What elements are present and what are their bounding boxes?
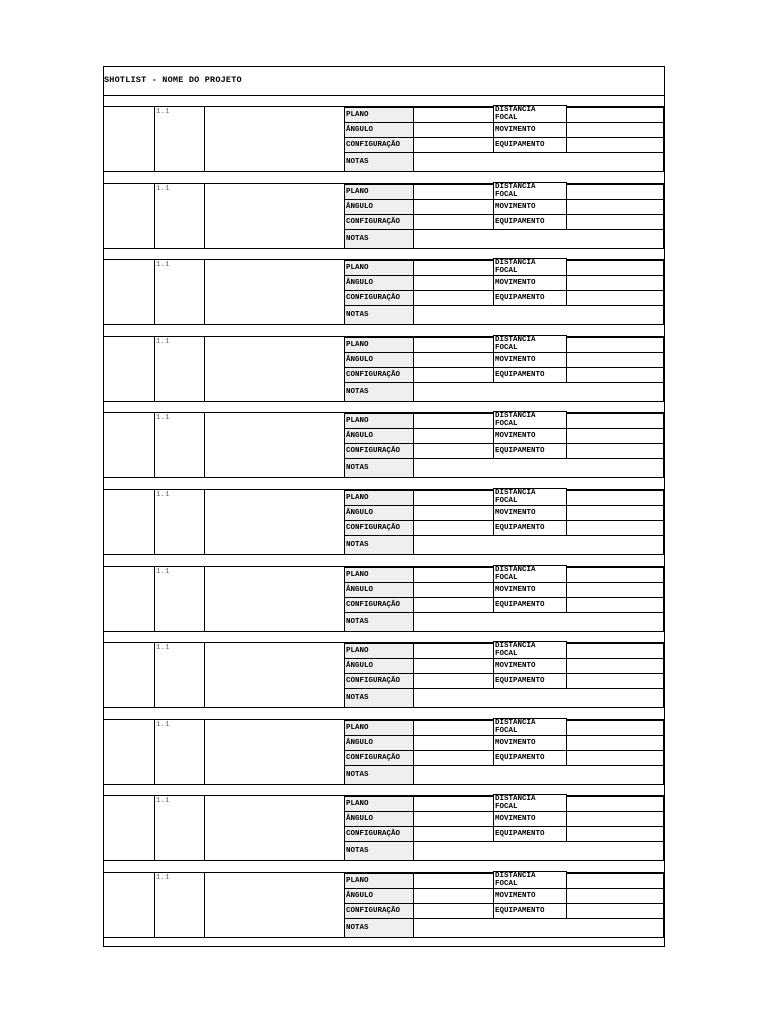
label-angulo: ÂNGULO: [344, 122, 414, 138]
notas-field[interactable]: [413, 382, 664, 402]
angulo-field[interactable]: [413, 888, 494, 904]
shot-block: [104, 795, 664, 861]
column-divider: [154, 260, 155, 324]
label-movimento: MOVIMENTO: [493, 735, 567, 751]
label-notas: NOTAS: [344, 152, 414, 172]
label-notas: NOTAS: [344, 229, 414, 249]
equipamento-field[interactable]: [566, 443, 664, 459]
movimento-field[interactable]: [566, 582, 664, 598]
shot-number: 1.1: [156, 567, 170, 576]
label-plano: PLANO: [344, 873, 414, 889]
column-divider: [204, 873, 205, 937]
label-notas: NOTAS: [344, 382, 414, 402]
label-equipamento: EQUIPAMENTO: [493, 520, 567, 536]
shotlist-sheet: [103, 66, 665, 947]
distancia-focal-field[interactable]: [566, 107, 664, 123]
label-distancia-focal: DISTÂNCIA FOCAL: [493, 794, 567, 812]
label-distancia-focal: DISTÂNCIA FOCAL: [493, 105, 567, 123]
distancia-focal-field[interactable]: [566, 643, 664, 659]
label-distancia-focal: DISTÂNCIA FOCAL: [493, 258, 567, 276]
angulo-field[interactable]: [413, 658, 494, 674]
label-movimento: MOVIMENTO: [493, 428, 567, 444]
distancia-focal-field[interactable]: [566, 567, 664, 583]
shot-block: [104, 719, 664, 785]
label-movimento: MOVIMENTO: [493, 352, 567, 368]
configuracao-field[interactable]: [413, 443, 494, 459]
label-angulo: ÂNGULO: [344, 352, 414, 368]
angulo-field[interactable]: [413, 582, 494, 598]
movimento-field[interactable]: [566, 122, 664, 138]
label-notas: NOTAS: [344, 535, 414, 555]
equipamento-field[interactable]: [566, 673, 664, 689]
label-configuracao: CONFIGURAÇÃO: [344, 673, 414, 689]
label-equipamento: EQUIPAMENTO: [493, 750, 567, 766]
label-equipamento: EQUIPAMENTO: [493, 443, 567, 459]
label-notas: NOTAS: [344, 612, 414, 632]
label-equipamento: EQUIPAMENTO: [493, 137, 567, 153]
movimento-field[interactable]: [566, 811, 664, 827]
movimento-field[interactable]: [566, 505, 664, 521]
label-movimento: MOVIMENTO: [493, 582, 567, 598]
movimento-field[interactable]: [566, 888, 664, 904]
configuracao-field[interactable]: [413, 214, 494, 230]
distancia-focal-field[interactable]: [566, 260, 664, 276]
label-configuracao: CONFIGURAÇÃO: [344, 137, 414, 153]
notas-field[interactable]: [413, 688, 664, 708]
label-equipamento: EQUIPAMENTO: [493, 826, 567, 842]
column-divider: [154, 643, 155, 707]
configuracao-field[interactable]: [413, 597, 494, 613]
notas-field[interactable]: [413, 918, 664, 938]
label-angulo: ÂNGULO: [344, 658, 414, 674]
distancia-focal-field[interactable]: [566, 720, 664, 736]
label-plano: PLANO: [344, 260, 414, 276]
label-movimento: MOVIMENTO: [493, 505, 567, 521]
label-equipamento: EQUIPAMENTO: [493, 597, 567, 613]
label-configuracao: CONFIGURAÇÃO: [344, 903, 414, 919]
column-divider: [204, 107, 205, 171]
equipamento-field[interactable]: [566, 597, 664, 613]
shot-block: [104, 259, 664, 325]
notas-field[interactable]: [413, 152, 664, 172]
plano-field[interactable]: [413, 873, 494, 889]
label-distancia-focal: DISTÂNCIA FOCAL: [493, 182, 567, 200]
shot-number: 1.1: [156, 184, 170, 193]
shot-number: 1.1: [156, 414, 170, 423]
label-plano: PLANO: [344, 490, 414, 506]
plano-field[interactable]: [413, 567, 494, 583]
plano-field[interactable]: [413, 413, 494, 429]
movimento-field[interactable]: [566, 352, 664, 368]
notas-field[interactable]: [413, 612, 664, 632]
column-divider: [154, 567, 155, 631]
label-notas: NOTAS: [344, 841, 414, 861]
label-configuracao: CONFIGURAÇÃO: [344, 520, 414, 536]
equipamento-field[interactable]: [566, 137, 664, 153]
notas-field[interactable]: [413, 305, 664, 325]
column-divider: [154, 796, 155, 860]
distancia-focal-field[interactable]: [566, 413, 664, 429]
label-equipamento: EQUIPAMENTO: [493, 673, 567, 689]
plano-field[interactable]: [413, 337, 494, 353]
shot-block: [104, 566, 664, 632]
plano-field[interactable]: [413, 490, 494, 506]
label-plano: PLANO: [344, 643, 414, 659]
distancia-focal-field[interactable]: [566, 873, 664, 889]
angulo-field[interactable]: [413, 275, 494, 291]
angulo-field[interactable]: [413, 352, 494, 368]
label-angulo: ÂNGULO: [344, 275, 414, 291]
angulo-field[interactable]: [413, 505, 494, 521]
notas-field[interactable]: [413, 458, 664, 478]
label-distancia-focal: DISTÂNCIA FOCAL: [493, 565, 567, 583]
movimento-field[interactable]: [566, 428, 664, 444]
movimento-field[interactable]: [566, 658, 664, 674]
column-divider: [204, 184, 205, 248]
label-plano: PLANO: [344, 107, 414, 123]
label-movimento: MOVIMENTO: [493, 275, 567, 291]
label-distancia-focal: DISTÂNCIA FOCAL: [493, 641, 567, 659]
shot-block: [104, 183, 664, 249]
column-divider: [154, 337, 155, 401]
angulo-field[interactable]: [413, 428, 494, 444]
label-movimento: MOVIMENTO: [493, 122, 567, 138]
column-divider: [154, 184, 155, 248]
shot-number: 1.1: [156, 491, 170, 499]
distancia-focal-field[interactable]: [566, 184, 664, 200]
angulo-field[interactable]: [413, 811, 494, 827]
label-equipamento: EQUIPAMENTO: [493, 903, 567, 919]
plano-field[interactable]: [413, 107, 494, 123]
label-equipamento: EQUIPAMENTO: [493, 367, 567, 383]
configuracao-field[interactable]: [413, 290, 494, 306]
label-plano: PLANO: [344, 567, 414, 583]
label-configuracao: CONFIGURAÇÃO: [344, 826, 414, 842]
label-plano: PLANO: [344, 720, 414, 736]
page-title: SHOTLIST - NOME DO PROJETO: [104, 75, 242, 85]
shot-number: 1.1: [156, 797, 170, 806]
shot-number: 1.1: [156, 720, 170, 729]
column-divider: [154, 720, 155, 784]
label-angulo: ÂNGULO: [344, 888, 414, 904]
column-divider: [204, 337, 205, 401]
column-divider: [204, 643, 205, 707]
label-distancia-focal: DISTÂNCIA FOCAL: [493, 411, 567, 429]
label-angulo: ÂNGULO: [344, 199, 414, 215]
label-configuracao: CONFIGURAÇÃO: [344, 214, 414, 230]
label-plano: PLANO: [344, 413, 414, 429]
label-configuracao: CONFIGURAÇÃO: [344, 750, 414, 766]
shot-block: [104, 336, 664, 402]
shot-number: 1.1: [156, 337, 170, 346]
configuracao-field[interactable]: [413, 826, 494, 842]
title-row: [104, 67, 664, 96]
shot-block: [104, 106, 664, 172]
notas-field[interactable]: [413, 229, 664, 249]
label-angulo: ÂNGULO: [344, 505, 414, 521]
plano-field[interactable]: [413, 260, 494, 276]
equipamento-field[interactable]: [566, 214, 664, 230]
configuracao-field[interactable]: [413, 903, 494, 919]
label-plano: PLANO: [344, 337, 414, 353]
equipamento-field[interactable]: [566, 367, 664, 383]
column-divider: [204, 720, 205, 784]
label-configuracao: CONFIGURAÇÃO: [344, 597, 414, 613]
shot-number: 1.1: [156, 261, 170, 270]
equipamento-field[interactable]: [566, 750, 664, 766]
configuracao-field[interactable]: [413, 520, 494, 536]
label-plano: PLANO: [344, 184, 414, 200]
plano-field[interactable]: [413, 184, 494, 200]
equipamento-field[interactable]: [566, 903, 664, 919]
shot-block: [104, 489, 664, 555]
label-equipamento: EQUIPAMENTO: [493, 290, 567, 306]
angulo-field[interactable]: [413, 735, 494, 751]
equipamento-field[interactable]: [566, 520, 664, 536]
label-movimento: MOVIMENTO: [493, 888, 567, 904]
label-angulo: ÂNGULO: [344, 811, 414, 827]
shot-number: 1.1: [156, 874, 170, 882]
label-angulo: ÂNGULO: [344, 735, 414, 751]
column-divider: [204, 567, 205, 631]
column-divider: [154, 490, 155, 554]
label-notas: NOTAS: [344, 918, 414, 938]
movimento-field[interactable]: [566, 735, 664, 751]
plano-field[interactable]: [413, 720, 494, 736]
equipamento-field[interactable]: [566, 290, 664, 306]
label-angulo: ÂNGULO: [344, 428, 414, 444]
angulo-field[interactable]: [413, 122, 494, 138]
movimento-field[interactable]: [566, 199, 664, 215]
label-plano: PLANO: [344, 796, 414, 812]
label-distancia-focal: DISTÂNCIA FOCAL: [493, 335, 567, 353]
label-notas: NOTAS: [344, 458, 414, 478]
angulo-field[interactable]: [413, 199, 494, 215]
label-configuracao: CONFIGURAÇÃO: [344, 443, 414, 459]
configuracao-field[interactable]: [413, 673, 494, 689]
label-notas: NOTAS: [344, 765, 414, 785]
column-divider: [154, 413, 155, 477]
column-divider: [154, 107, 155, 171]
shot-block: [104, 642, 664, 708]
label-equipamento: EQUIPAMENTO: [493, 214, 567, 230]
shot-number: 1.1: [156, 108, 170, 116]
label-notas: NOTAS: [344, 305, 414, 325]
label-movimento: MOVIMENTO: [493, 658, 567, 674]
label-distancia-focal: DISTÂNCIA FOCAL: [493, 488, 567, 506]
shot-block: [104, 872, 664, 938]
column-divider: [204, 490, 205, 554]
distancia-focal-field[interactable]: [566, 337, 664, 353]
configuracao-field[interactable]: [413, 750, 494, 766]
notas-field[interactable]: [413, 841, 664, 861]
notas-field[interactable]: [413, 765, 664, 785]
plano-field[interactable]: [413, 643, 494, 659]
configuracao-field[interactable]: [413, 367, 494, 383]
label-distancia-focal: DISTÂNCIA FOCAL: [493, 718, 567, 736]
movimento-field[interactable]: [566, 275, 664, 291]
label-configuracao: CONFIGURAÇÃO: [344, 367, 414, 383]
equipamento-field[interactable]: [566, 826, 664, 842]
distancia-focal-field[interactable]: [566, 490, 664, 506]
plano-field[interactable]: [413, 796, 494, 812]
column-divider: [204, 796, 205, 860]
label-configuracao: CONFIGURAÇÃO: [344, 290, 414, 306]
shot-block: [104, 412, 664, 478]
shot-number: 1.1: [156, 644, 170, 653]
label-distancia-focal: DISTÂNCIA FOCAL: [493, 871, 567, 889]
configuracao-field[interactable]: [413, 137, 494, 153]
column-divider: [204, 413, 205, 477]
column-divider: [154, 873, 155, 937]
label-notas: NOTAS: [344, 688, 414, 708]
label-movimento: MOVIMENTO: [493, 199, 567, 215]
notas-field[interactable]: [413, 535, 664, 555]
distancia-focal-field[interactable]: [566, 796, 664, 812]
column-divider: [204, 260, 205, 324]
label-movimento: MOVIMENTO: [493, 811, 567, 827]
label-angulo: ÂNGULO: [344, 582, 414, 598]
